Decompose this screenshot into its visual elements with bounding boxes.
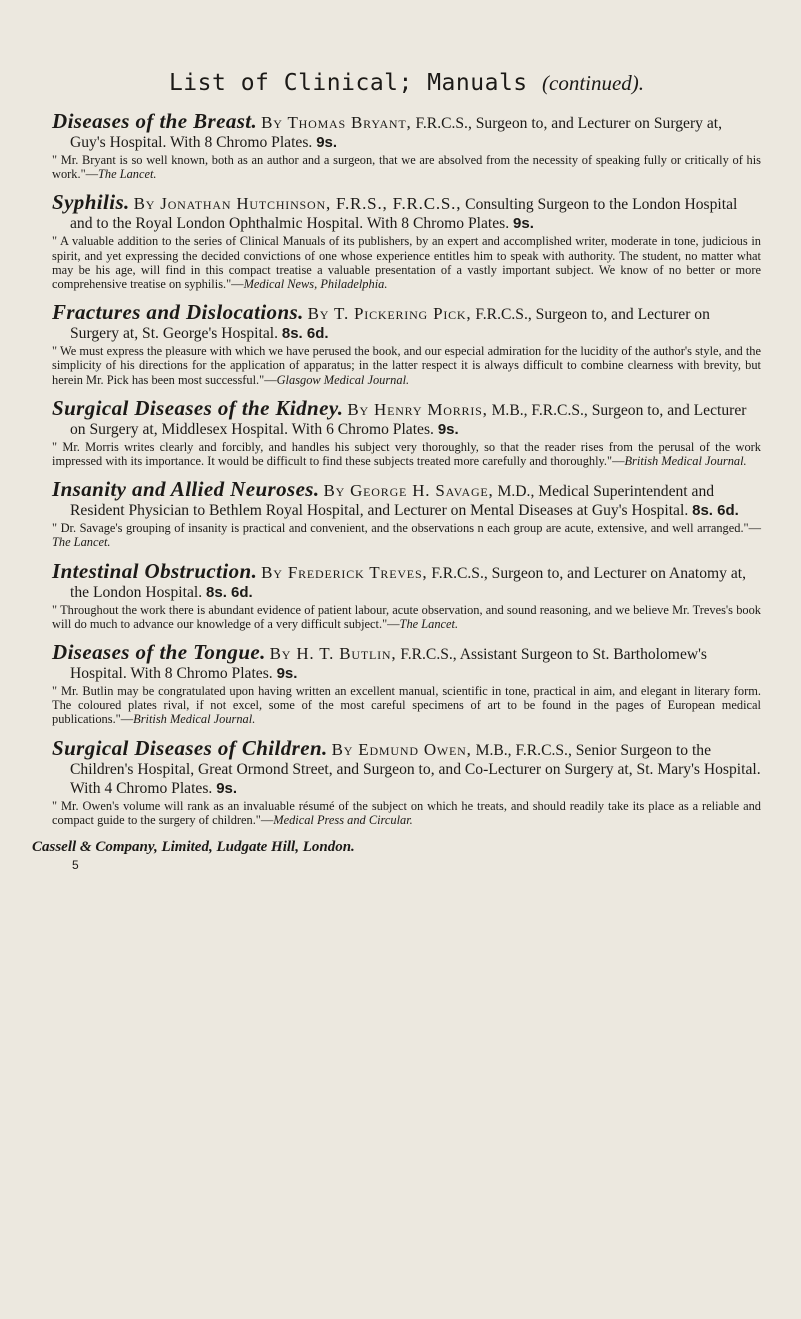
book-details: M.B., F.R.C.S., Senior Surgeon to the Children's Hospital, Great Ormond Street, and Surgeon to, and Co-Lecturer on Surgery at, St. Mary's Hospital. With 4 Chromo Plates. <box>70 741 761 797</box>
review-source: Glasgow Medical Journal. <box>276 372 410 387</box>
book-title: Intestinal Obstruction. <box>52 558 258 583</box>
review-source: Medical News, Philadelphia. <box>243 277 388 292</box>
entry-heading <box>52 477 761 520</box>
page-header <box>52 70 761 96</box>
review-source: The Lancet. <box>399 616 459 631</box>
book-title: Diseases of the Breast. <box>52 109 258 133</box>
review-source: The Lancet. <box>98 167 157 182</box>
review-quote: " Throughout the work there is abundant evidence of patient labour, acute observation, and sound reasoning, and we believe Mr. Treves's book will do much to advance our knowledge of a very difficult subject."— <box>52 602 761 631</box>
book-price: 9s. <box>437 420 459 438</box>
review-source: Medical Press and Circular. <box>273 812 413 827</box>
entry-heading <box>52 190 761 233</box>
press-review <box>52 603 761 631</box>
review-source: British Medical Journal. <box>133 712 256 727</box>
press-review <box>52 521 761 549</box>
book-title: Diseases of the Tongue. <box>52 640 266 665</box>
book-details: Consulting Surgeon to the London Hospital and to the Royal London Ophthalmic Hospital. With 8 Chromo Plates. <box>70 196 738 233</box>
book-entry <box>52 558 761 631</box>
book-title: Fractures and Dislocations. <box>52 300 304 325</box>
book-entry <box>52 477 761 550</box>
book-author: By Thomas Bryant, <box>261 113 412 132</box>
book-details: M.B., F.R.C.S., Surgeon to, and Lecturer on Surgery at, Middlesex Hospital. With 6 Chromo Plates. <box>70 401 747 438</box>
press-review <box>52 440 761 468</box>
review-source: British Medical Journal. <box>624 454 747 469</box>
book-entry <box>52 640 761 727</box>
book-price: 8s. 6d. <box>206 583 253 601</box>
entry-heading <box>52 640 761 683</box>
book-author: By George H. Savage, <box>323 481 494 501</box>
book-author: By Frederick Treves, <box>261 562 428 582</box>
book-entry <box>52 300 761 387</box>
book-author: By Edmund Owen, <box>331 739 472 759</box>
press-review <box>52 344 761 387</box>
entry-heading <box>52 300 761 343</box>
book-entry <box>52 190 761 292</box>
review-quote: " Dr. Savage's grouping of insanity is practical and convenient, and the observations n each group are acute, extensive, and well arranged."— <box>52 521 761 536</box>
entry-heading <box>52 558 761 602</box>
book-title: Surgical Diseases of the Kidney. <box>52 395 344 420</box>
review-quote: " We must express the pleasure with which we have perused the book, and our especial admiration for the lucidity of the author's style, and the simplicity of his directions for the application of apparatus; in the latter respect it is always difficult to combine clearness with brevity, but herein Mr. Pick has been most successful."— <box>52 344 761 387</box>
press-review <box>52 234 761 291</box>
entry-list <box>52 109 761 827</box>
book-author: By T. Pickering Pick, <box>307 304 472 324</box>
page-number: 5 <box>72 858 79 873</box>
book-price: 9s. <box>216 779 238 797</box>
book-details: F.R.C.S., Assistant Surgeon to St. Bartholomew's Hospital. With 8 Chromo Plates. <box>70 646 708 683</box>
publisher-imprint: Cassell & Company, Limited, Ludgate Hill, London. <box>32 839 355 856</box>
book-price: 8s. 6d. <box>692 502 739 520</box>
review-quote: " Mr. Owen's volume will rank as an invaluable résumé of the subject on which he treats, and should readily take its place as a reliable and compact guide to the surgery of children."— <box>52 798 761 827</box>
book-price: 9s. <box>316 134 338 151</box>
book-entry <box>52 395 761 469</box>
header-title: List of Clinical; Manuals <box>168 70 528 96</box>
review-quote: " A valuable addition to the series of Clinical Manuals of its publishers, by an expert and accomplished writer, moderate in tone, judicious in spirit, and yet expressing the decided convictions of one whose experience entitles him to speak with authority. The student, no matter what may be his age, will find in this compact treatise a valuable presentation of a vastly important subject. We know of no better or more comprehensive treatise on syphilis."— <box>52 234 761 292</box>
book-author: By Henry Morris, <box>347 399 488 419</box>
press-review <box>52 799 761 827</box>
book-title: Syphilis. <box>52 190 130 215</box>
press-review <box>52 684 761 727</box>
book-details: F.R.C.S., Surgeon to, and Lecturer on Anatomy at, the London Hospital. <box>70 564 747 601</box>
entry-heading <box>52 109 761 152</box>
book-author: By Jonathan Hutchinson, F.R.S., F.R.C.S., <box>133 194 462 214</box>
book-details: F.R.C.S., Surgeon to, and Lecturer on Surgery at, Guy's Hospital. With 8 Chromo Plates. <box>70 115 723 151</box>
book-details: M.D., Medical Superintendent and Resident Physician to Bethlem Royal Hospital, and Lecturer on Mental Diseases at Guy's Hospital. <box>70 483 715 520</box>
book-price: 9s. <box>513 215 534 233</box>
review-source: The Lancet. <box>52 535 111 550</box>
review-quote: " Mr. Bryant is so well known, both as an author and a surgeon, that we are absolved from the necessity of speaking fully or critically of his work."— <box>52 153 761 182</box>
book-entry <box>52 735 761 827</box>
book-title: Surgical Diseases of Children. <box>52 735 328 760</box>
header-continued: (continued). <box>542 71 645 95</box>
review-quote: " Mr. Butlin may be congratulated upon having written an excellent manual, scientific in tone, practical in aim, and elegant in literary form. The coloured plates rival, if not excel, some of the most careful specimens of art to be found in the pages of European medical publications."— <box>52 684 761 727</box>
entry-heading <box>52 735 761 798</box>
book-price: 9s. <box>276 665 298 683</box>
press-review <box>52 153 761 181</box>
entry-heading <box>52 395 761 439</box>
review-quote: " Mr. Morris writes clearly and forcibly, and handles his subject very thoroughly, so that the reader rises from the perusal of the work impressed with its importance. It would be difficult to find these subjects treated more carefully and thoroughly."— <box>52 439 761 469</box>
book-details: F.R.C.S., Surgeon to, and Lecturer on Surgery at, St. George's Hospital. <box>70 306 710 343</box>
book-entry <box>52 109 761 182</box>
book-author: By H. T. Butlin, <box>269 644 397 664</box>
book-price: 8s. 6d. <box>281 325 329 343</box>
book-title: Insanity and Allied Neuroses. <box>52 477 320 502</box>
